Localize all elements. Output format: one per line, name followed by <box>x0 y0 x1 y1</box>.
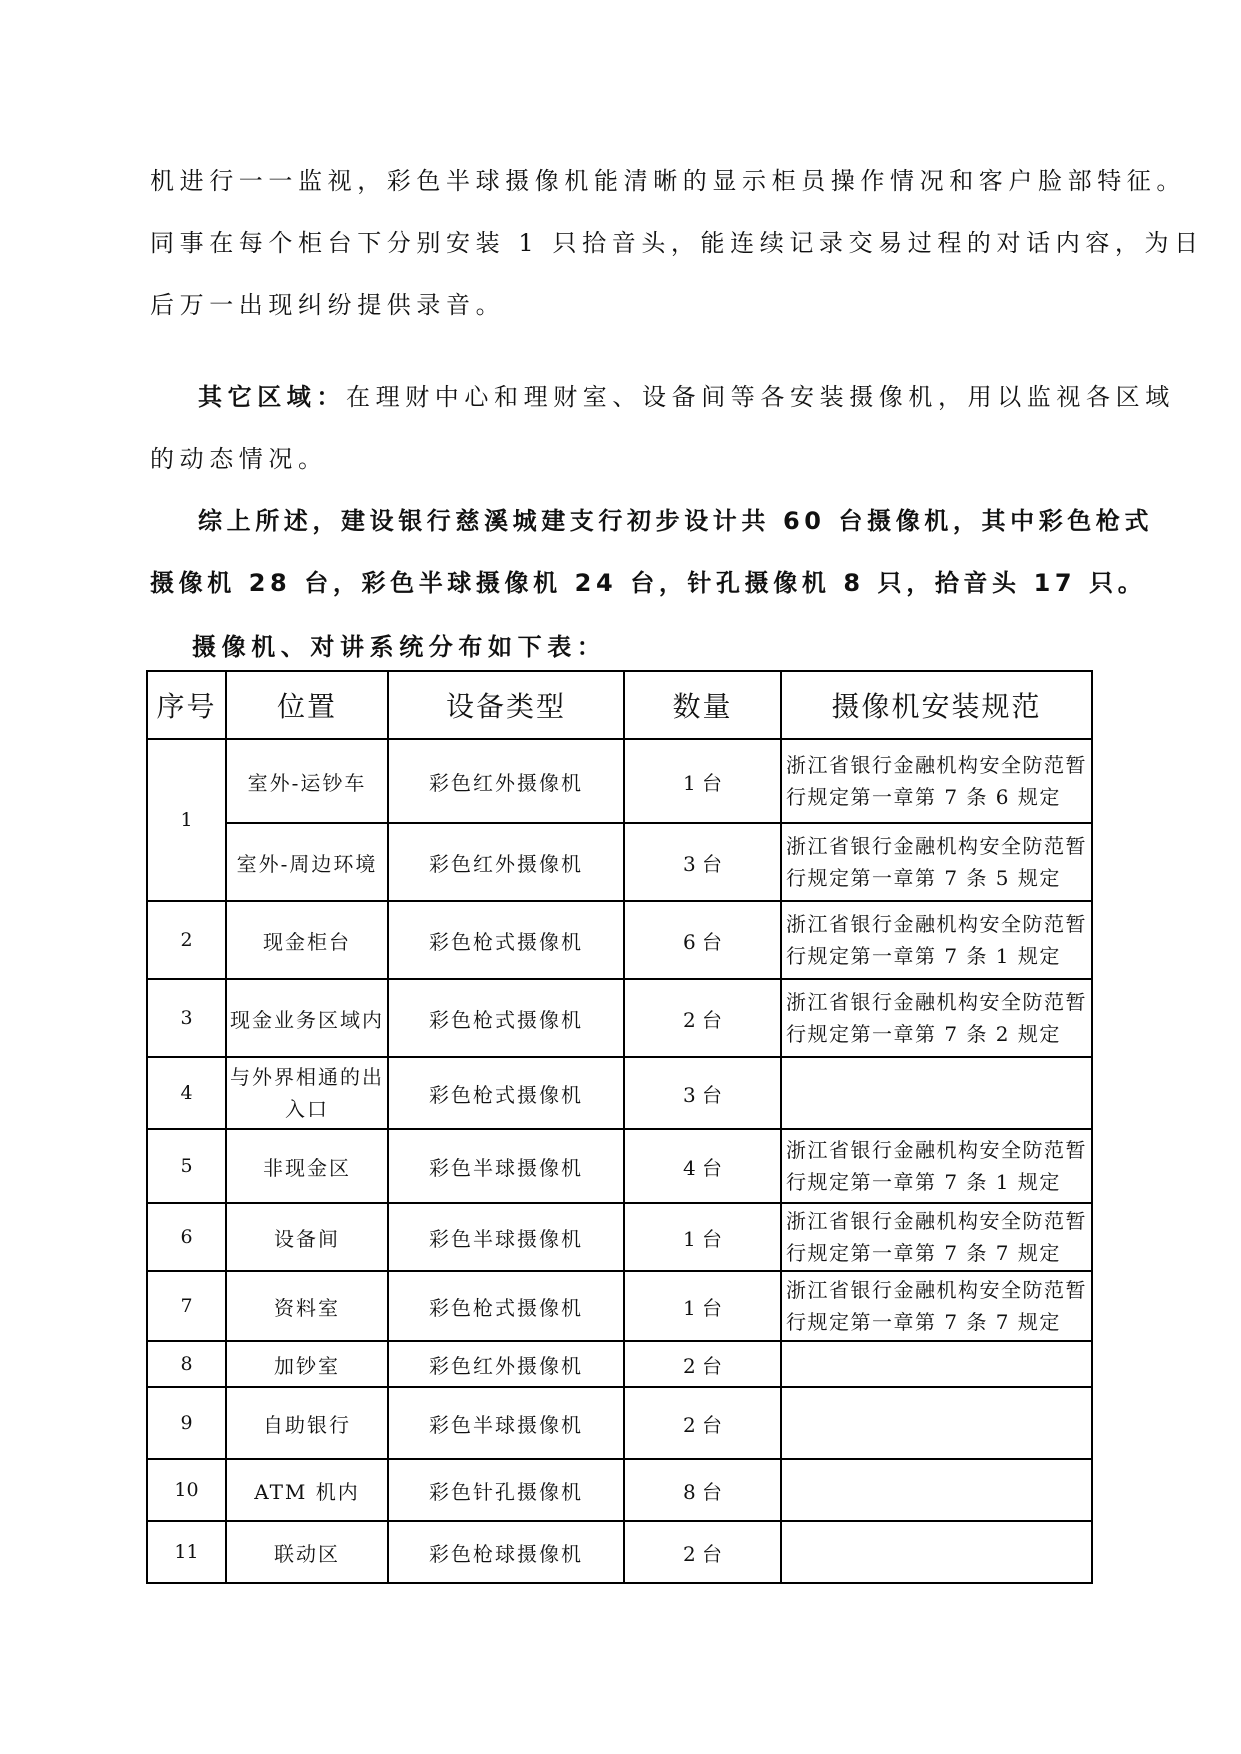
cell-install-rule: 浙江省银行金融机构安全防范暂行规定第一章第 7 条 7 规定 <box>781 1271 1092 1341</box>
paragraph-line <box>150 366 1175 428</box>
cell-no: 1 <box>147 739 226 901</box>
cell-device-type: 彩色针孔摄像机 <box>388 1459 624 1521</box>
table-row <box>147 1341 1092 1387</box>
cell-device-type: 彩色红外摄像机 <box>388 739 624 823</box>
table-row <box>147 739 1092 823</box>
cell-install-rule: 浙江省银行金融机构安全防范暂行规定第一章第 7 条 7 规定 <box>781 1203 1092 1271</box>
cell-no: 8 <box>147 1341 226 1387</box>
cell-location: 与外界相通的出入口 <box>226 1057 388 1129</box>
cell-device-type: 彩色枪式摄像机 <box>388 1057 624 1129</box>
cell-device-type: 彩色枪式摄像机 <box>388 1271 624 1341</box>
cell-device-type: 彩色红外摄像机 <box>388 823 624 901</box>
cell-quantity: 3 台 <box>624 823 781 901</box>
cell-install-rule <box>781 1521 1092 1583</box>
cell-install-rule: 浙江省银行金融机构安全防范暂行规定第一章第 7 条 5 规定 <box>781 823 1092 901</box>
cell-no: 3 <box>147 979 226 1057</box>
cell-quantity: 3 台 <box>624 1057 781 1129</box>
table-caption <box>150 616 1100 678</box>
cell-device-type: 彩色半球摄像机 <box>388 1203 624 1271</box>
cell-install-rule <box>781 1459 1092 1521</box>
cell-location: 非现金区 <box>226 1129 388 1203</box>
table-row <box>147 1057 1092 1129</box>
table-row <box>147 1203 1092 1271</box>
paragraph-text: 在理财中心和理财室、设备间等各安装摄像机，用以监视各区域 <box>346 383 1175 411</box>
paragraph-line: 综上所述，建设银行慈溪城建支行初步设计共 60 台摄像机，其中彩色枪式 <box>198 507 1154 535</box>
table-row <box>147 1521 1092 1583</box>
header-location: 位置 <box>226 671 388 739</box>
header-no: 序号 <box>147 671 226 739</box>
cell-quantity: 2 台 <box>624 1341 781 1387</box>
cell-no: 6 <box>147 1203 226 1271</box>
cell-device-type: 彩色红外摄像机 <box>388 1341 624 1387</box>
cell-quantity: 4 台 <box>624 1129 781 1203</box>
paragraph-line: 摄像机 28 台，彩色半球摄像机 24 台，针孔摄像机 8 只，拾音头 17 只。 <box>150 569 1147 597</box>
paragraph-line: 同事在每个柜台下分别安装 1 只拾音头，能连续记录交易过程的对话内容，为日 <box>150 229 1204 257</box>
cell-location: ATM 机内 <box>226 1459 388 1521</box>
table-row <box>147 979 1092 1057</box>
paragraph-summary <box>150 490 1154 614</box>
header-install-rule: 摄像机安装规范 <box>781 671 1092 739</box>
cell-device-type: 彩色枪式摄像机 <box>388 901 624 979</box>
table-row <box>147 1459 1092 1521</box>
cell-quantity: 1 台 <box>624 739 781 823</box>
camera-distribution-table <box>146 670 1093 1584</box>
table-row <box>147 901 1092 979</box>
cell-quantity: 2 台 <box>624 1521 781 1583</box>
cell-no: 7 <box>147 1271 226 1341</box>
paragraph-counter-monitoring <box>150 150 1204 336</box>
cell-device-type: 彩色半球摄像机 <box>388 1387 624 1459</box>
cell-no: 11 <box>147 1521 226 1583</box>
cell-no: 2 <box>147 901 226 979</box>
cell-quantity: 1 台 <box>624 1271 781 1341</box>
cell-location: 室外-运钞车 <box>226 739 388 823</box>
header-device-type: 设备类型 <box>388 671 624 739</box>
paragraph-other-areas <box>150 366 1175 490</box>
cell-location: 联动区 <box>226 1521 388 1583</box>
cell-device-type: 彩色枪球摄像机 <box>388 1521 624 1583</box>
cell-no: 10 <box>147 1459 226 1521</box>
cell-location: 资料室 <box>226 1271 388 1341</box>
cell-location: 现金柜台 <box>226 901 388 979</box>
cell-no: 5 <box>147 1129 226 1203</box>
cell-location: 室外-周边环境 <box>226 823 388 901</box>
cell-quantity: 2 台 <box>624 1387 781 1459</box>
table-row <box>147 823 1092 901</box>
paragraph-line: 的动态情况。 <box>150 445 328 473</box>
cell-location: 加钞室 <box>226 1341 388 1387</box>
cell-location: 设备间 <box>226 1203 388 1271</box>
cell-install-rule <box>781 1387 1092 1459</box>
table-row <box>147 1271 1092 1341</box>
table-row <box>147 1387 1092 1459</box>
cell-quantity: 6 台 <box>624 901 781 979</box>
cell-quantity: 2 台 <box>624 979 781 1057</box>
cell-quantity: 8 台 <box>624 1459 781 1521</box>
cell-location: 自助银行 <box>226 1387 388 1459</box>
cell-no: 9 <box>147 1387 226 1459</box>
cell-install-rule: 浙江省银行金融机构安全防范暂行规定第一章第 7 条 1 规定 <box>781 901 1092 979</box>
cell-install-rule <box>781 1057 1092 1129</box>
paragraph-heading: 其它区域： <box>198 383 346 411</box>
cell-no: 4 <box>147 1057 226 1129</box>
cell-device-type: 彩色枪式摄像机 <box>388 979 624 1057</box>
cell-install-rule: 浙江省银行金融机构安全防范暂行规定第一章第 7 条 1 规定 <box>781 1129 1092 1203</box>
cell-device-type: 彩色半球摄像机 <box>388 1129 624 1203</box>
cell-install-rule: 浙江省银行金融机构安全防范暂行规定第一章第 7 条 6 规定 <box>781 739 1092 823</box>
cell-location: 现金业务区域内 <box>226 979 388 1057</box>
paragraph-line: 后万一出现纠纷提供录音。 <box>150 291 506 319</box>
cell-install-rule <box>781 1341 1092 1387</box>
table-row <box>147 1129 1092 1203</box>
paragraph-line: 机进行一一监视，彩色半球摄像机能清晰的显示柜员操作情况和客户脸部特征。 <box>150 167 1186 195</box>
cell-quantity: 1 台 <box>624 1203 781 1271</box>
header-quantity: 数量 <box>624 671 781 739</box>
table-header-row <box>147 671 1092 739</box>
cell-install-rule: 浙江省银行金融机构安全防范暂行规定第一章第 7 条 2 规定 <box>781 979 1092 1057</box>
caption-text: 摄像机、对讲系统分布如下表： <box>192 633 607 661</box>
